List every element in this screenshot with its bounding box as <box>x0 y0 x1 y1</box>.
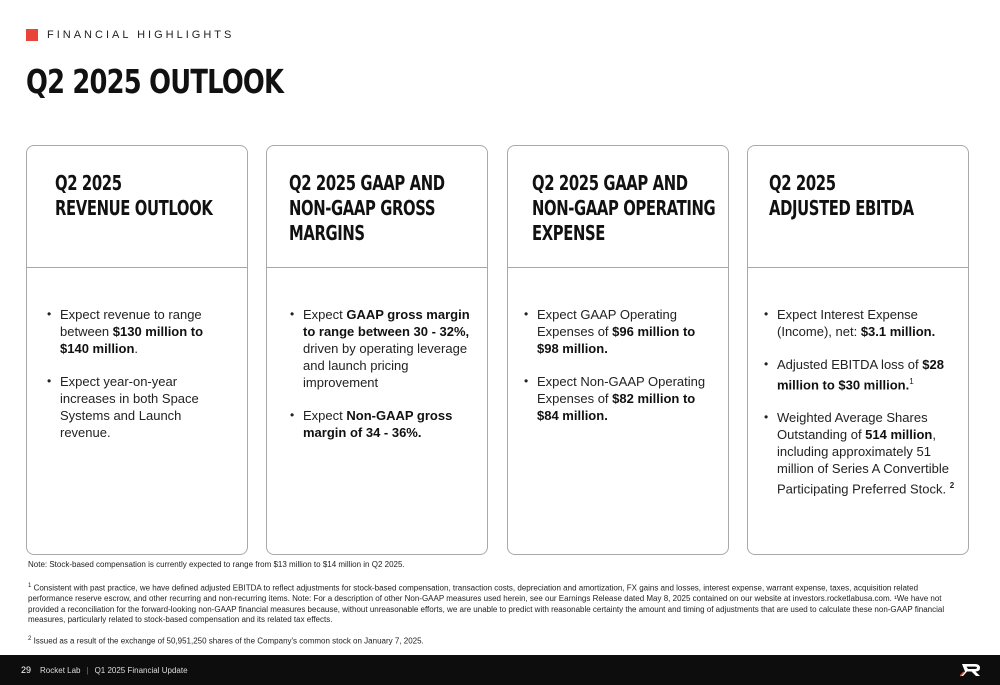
page-title: Q2 2025 OUTLOOK <box>26 62 284 101</box>
bullet-item <box>777 306 956 340</box>
bullet-item <box>303 407 475 441</box>
bullet-list <box>267 268 487 441</box>
bullet-list <box>748 268 968 498</box>
bullet-emphasis: $130 million to $140 million <box>60 324 204 356</box>
footer-separator: | <box>86 665 89 675</box>
bullet-emphasis: GAAP gross margin to range between 30 - 32%, <box>303 307 470 339</box>
bullet-text: . <box>134 341 139 356</box>
footnote-2-mark: 2 <box>28 636 32 642</box>
bullet-text: Expect revenue to range between <box>60 307 202 339</box>
accent-square <box>26 29 38 41</box>
card-gross-margins <box>266 145 488 555</box>
bullet-emphasis: $28 million to $30 million. <box>777 357 944 393</box>
bullet-text: Expect year-on-year increases in both Space Systems and Launch revenue. <box>60 374 199 440</box>
card-title: Q2 2025 ADJUSTED EBITDA <box>769 171 914 220</box>
bullet-list <box>27 268 247 441</box>
footnote-1 <box>28 581 963 626</box>
bullet-text: Expect Non-GAAP Operating Expenses of <box>537 374 706 406</box>
card-title: Q2 2025 REVENUE OUTLOOK <box>55 171 213 220</box>
bullet-list <box>508 268 728 424</box>
card-title: Q2 2025 GAAP AND NON-GAAP OPERATING EXPENSE <box>532 171 716 245</box>
footnote-1-mark: 1 <box>28 583 32 589</box>
bullet-item <box>537 373 716 424</box>
bullet-item <box>777 409 956 497</box>
bullet-text: Expect GAAP Operating Expenses of <box>537 307 677 339</box>
bullet-emphasis: Non-GAAP gross margin of 34 - 36%. <box>303 408 453 440</box>
card-adjusted-ebitda <box>747 145 969 555</box>
footer-doc-title: Q1 2025 Financial Update <box>94 665 188 675</box>
bullet-text: Weighted Average Shares Outstanding of <box>777 410 928 443</box>
bullet-emphasis: $96 million to $98 million. <box>537 324 696 356</box>
bullet-item <box>537 306 716 357</box>
page-number: 29 <box>21 665 32 675</box>
bullet-emphasis: 514 million <box>865 427 933 443</box>
bullet-text: Expect <box>303 408 347 423</box>
footnote-ref: 1 <box>909 377 914 386</box>
bullet-text: Adjusted EBITDA loss of <box>777 357 923 372</box>
footnote-ref: 2 <box>949 481 955 491</box>
footer-company: Rocket Lab <box>40 665 81 675</box>
card-revenue-outlook <box>26 145 248 555</box>
footnote-2-text: Issued as a result of the exchange of 50,951,250 shares of the Company's common stock on January 7, 2025. <box>31 636 424 646</box>
bullet-item <box>60 306 235 357</box>
bullet-text: driven by operating leverage and launch pricing improvement <box>303 341 468 390</box>
card-title: Q2 2025 GAAP AND NON-GAAP GROSS MARGINS <box>289 171 445 245</box>
footnote-2 <box>28 634 928 647</box>
bullet-text: Expect Interest Expense (Income), net: <box>777 307 918 339</box>
bullet-item <box>777 356 956 393</box>
footer-bar <box>0 655 1000 685</box>
footnote-1-text: Consistent with past practice, we have defined adjusted EBITDA to reflect adjustments for stock-based compensation, transaction costs, depreciation and amortization, FX gains and losses, interest expense, warrant expense, taxes, acquisition related performance reserve escrow, and other recurring and non-recurring items. Note: For a description of other Non-GAAP measures used herein, see our Earnings Release dated May 8, 2025 contained on our website at investors.rocketlabusa.com. ¹We have not provided a reconciliation for the forward-looking non-GAAP financial measures because, without unreasonable efforts, we are unable to predict with reasonable certainty the amount and timing of adjustments that are used to calculate these non-GAAP financial measures, particularly related to stock-based compensation and its related tax effects. <box>28 583 945 625</box>
bullet-emphasis: $82 million to $84 million. <box>537 391 696 423</box>
bullet-text: Expect <box>303 307 347 322</box>
eyebrow-label: FINANCIAL HIGHLIGHTS <box>47 29 235 41</box>
bullet-item <box>303 306 475 391</box>
rocket-lab-logo-icon <box>960 663 982 677</box>
section-eyebrow <box>26 29 234 41</box>
card-operating-expense <box>507 145 729 555</box>
bullet-item <box>60 373 235 441</box>
bullet-emphasis: $3.1 million. <box>860 324 936 339</box>
bullet-text: , including approximately 51 million of Series A Convertible Participating Preferred Stock. <box>777 427 950 497</box>
stock-comp-note: Note: Stock-based compensation is currently expected to range from $13 million to $14 million in Q2 2025. <box>28 560 405 569</box>
